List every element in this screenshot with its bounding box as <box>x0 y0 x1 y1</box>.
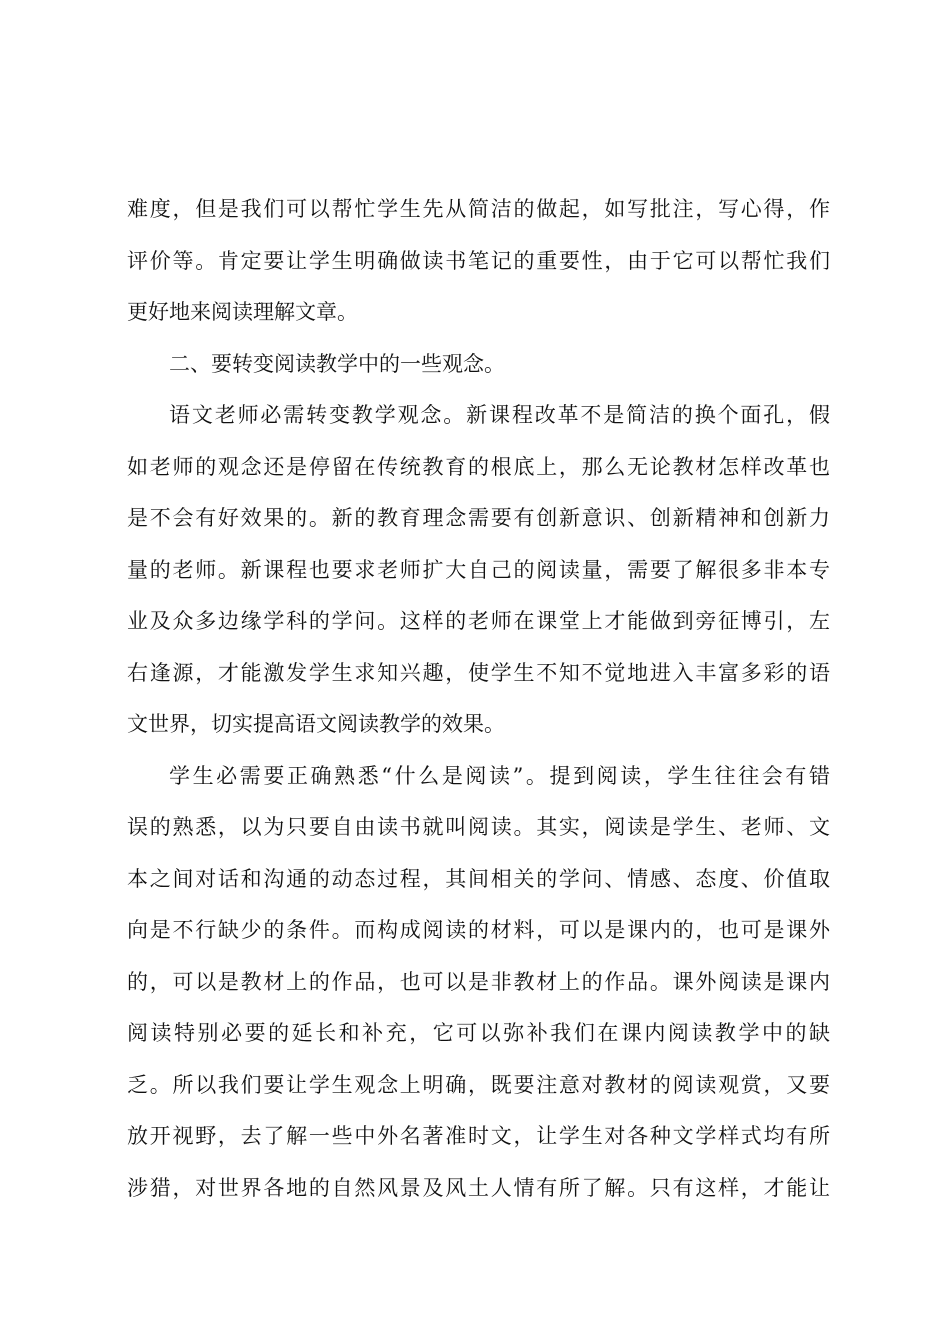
paragraph-3-line-5: 业及众多边缘学科的学问。这样的老师在课堂上才能做到旁征博引，左 <box>127 609 830 633</box>
paragraph-4-line-7: 乏。所以我们要让学生观念上明确，既要注意对教材的阅读观赏，又要 <box>127 1072 830 1097</box>
section-heading-2: 二、要转变阅读教学中的一些观念。 <box>169 351 505 376</box>
paragraph-4-line-5: 的，可以是教材上的作品，也可以是非教材上的作品。课外阅读是课内 <box>127 969 830 994</box>
paragraph-3-line-3: 是不会有好效果的。新的教育理念需要有创新意识、创新精神和创新力 <box>127 506 830 530</box>
document-body <box>127 184 830 1214</box>
paragraph-1-line-2: 评价等。肯定要让学生明确做读书笔记的重要性，由于它可以帮忙我们 <box>127 248 830 273</box>
paragraph-1-line-1: 难度，但是我们可以帮忙学生先从简洁的做起，如写批注，写心得，作 <box>127 197 830 221</box>
paragraph-4-line-2: 误的熟悉，以为只要自由读书就叫阅读。其实，阅读是学生、老师、文 <box>127 815 830 839</box>
paragraph-1-line-3: 更好地来阅读理解文章。 <box>127 300 358 324</box>
paragraph-3-line-1: 语文老师必需转变教学观念。新课程改革不是简洁的换个面孔，假 <box>169 403 830 427</box>
paragraph-4-line-4: 向是不行缺少的条件。而构成阅读的材料，可以是课内的，也可是课外 <box>127 918 830 942</box>
paragraph-4-line-3: 本之间对话和沟通的动态过程，其间相关的学问、情感、态度、价值取 <box>127 866 830 891</box>
paragraph-4-line-1: 学生必需要正确熟悉“什么是阅读”。提到阅读，学生往往会有错 <box>169 763 830 788</box>
paragraph-4-line-6: 阅读特别必要的延长和补充，它可以弥补我们在课内阅读教学中的缺 <box>127 1021 830 1045</box>
paragraph-3-line-2: 如老师的观念还是停留在传统教育的根底上，那么无论教材怎样改革也 <box>127 454 830 479</box>
paragraph-3-line-6: 右逢源，才能激发学生求知兴趣，使学生不知不觉地进入丰富多彩的语 <box>127 660 830 685</box>
paragraph-4-line-8: 放开视野，去了解一些中外名著准时文，让学生对各种文学样式均有所 <box>127 1124 830 1148</box>
paragraph-4-line-9: 涉猎，对世界各地的自然风景及风土人情有所了解。只有这样，才能让 <box>127 1175 830 1200</box>
paragraph-3-line-4: 量的老师。新课程也要求老师扩大自己的阅读量，需要了解很多非本专 <box>127 557 830 582</box>
paragraph-3-line-7: 文世界，切实提高语文阅读教学的效果。 <box>127 712 505 736</box>
